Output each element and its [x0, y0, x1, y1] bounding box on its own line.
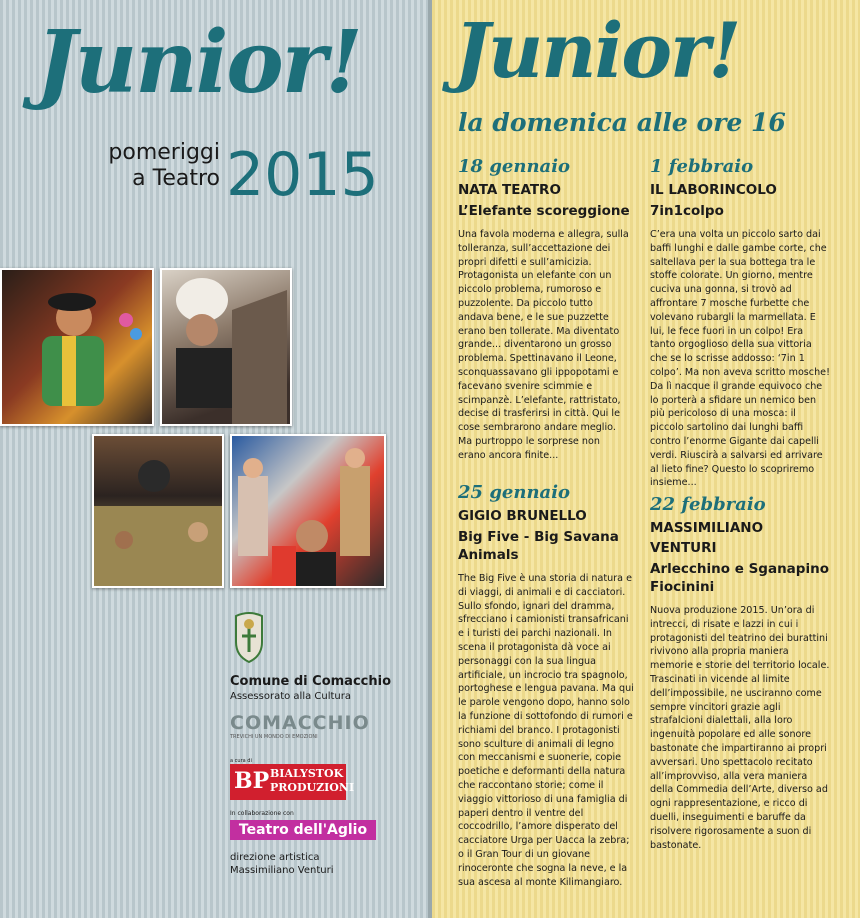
photo-stage-shape	[94, 436, 222, 586]
event-card	[458, 482, 634, 889]
photo-turban-puppeteer	[160, 268, 292, 426]
photo-puppet-stage	[92, 434, 224, 588]
event-show: Arlecchino e Sganapino Fiocinini	[650, 561, 829, 595]
direzione-name: Massimiliano Venturi	[230, 865, 334, 876]
photo-hand-puppets-shape	[232, 436, 384, 586]
event-date: 18 gennaio	[458, 156, 571, 177]
in-collaborazione: In collaborazione con	[230, 810, 294, 817]
left-panel	[0, 0, 428, 918]
event-card	[650, 494, 832, 852]
event-show: L’Elefante scoreggione	[458, 203, 630, 219]
bialystok-logo	[230, 764, 355, 800]
comacchio-logo: COMACCHIO	[230, 712, 370, 734]
event-company: NATA TEATRO	[458, 182, 561, 198]
subtitle-line2: a Teatro	[132, 166, 220, 191]
event-card	[458, 156, 630, 463]
event-card	[650, 156, 830, 490]
event-show: 7in1colpo	[650, 203, 724, 219]
crest-icon	[230, 612, 268, 664]
teatro-aglio-logo: Teatro dell'Aglio	[230, 820, 376, 840]
bp-line2: PRODUZIONI	[270, 781, 355, 794]
junior-title-right: Junior!	[454, 6, 740, 95]
junior-title: Junior!	[36, 12, 361, 113]
schedule-subtitle: la domenica alle ore 16	[458, 108, 786, 137]
event-date: 25 gennaio	[458, 482, 571, 503]
event-company: MASSIMILIANO VENTURI	[650, 520, 764, 556]
bp-text	[270, 767, 354, 795]
comune-crest	[230, 612, 268, 664]
event-date: 22 febbraio	[650, 494, 766, 515]
event-description: The Big Five è una storia di natura e di viaggi, di animali e di cacciatori. Sullo sfondo, ignari del dramma, sfrecciano i camionisti transafricani e i turisti dei parchi nazionali. In scena il protagonista dà voce ai personaggi con la sua lingua artificiale, un incrocio tra spagnolo, portoghese e lengua pavana. Ma qui le parole vengono dopo, hanno solo la funzione di sottofondo di rumori e richiami del branco. I protagonisti sono sculture di animali di legno con meccanismi e suonerie, copie poetiche e deformanti della natura che raccontano storie; come il viaggio vittorioso di una famiglia di paperi dentro il ventre del coccodrillo, l’amore disperato del cacciatore Urga per Uacca la zebra; o il Gran Tour di un giovane rinoceronte che sogna la neve, e la sua ascesa al monte Kilimangiaro.	[458, 573, 634, 888]
subtitle-line1: pomeriggi	[108, 140, 220, 165]
a-cura-di: a cura di	[230, 758, 252, 764]
comacchio-tagline: TREVICHI UN MONDO DI EMOZIONI	[230, 734, 318, 740]
bp-mark: BP	[234, 768, 270, 794]
event-date: 1 febbraio	[650, 156, 754, 177]
assessorato: Assessorato alla Cultura	[230, 691, 351, 702]
subtitle	[60, 140, 220, 192]
comune-name: Comune di Comacchio	[230, 674, 392, 689]
bp-line1: BIALYSTOK	[270, 767, 344, 780]
event-description: Nuova produzione 2015. Un’ora di intrecci, di risate e lazzi in cui i protagonisti del teatrino dei burattini rivivono alla propria maniera memorie e storie del territorio locale. Trascinati in vicende al limite dell’impossibile, ne usciranno come sempre vincitori grazie agli strafalcioni dialettali, alla loro ingenuità popolare ed alle sonore bastonate che impartiranno ai propri avversari. Uno spettacolo recitato all’improvviso, alla vera maniera della Commedia dell’Arte, diverso ad ogni rappresentazione, e ricco di duelli, inseguimenti e baruffe da risolvere rigorosamente a suon di bastonate.	[650, 605, 830, 851]
event-company: GIGIO BRUNELLO	[458, 508, 587, 524]
event-description: Una favola moderna e allegra, sulla tolleranza, sull’accettazione dei propri difetti e sull’amicizia. Protagonista un elefante con un piccolo problema, rumoroso e puzzolente. Da piccolo tutto andava bene, e le sue puzzette erano ben tollerate. Ma diventato grande... diventarono un grosso problema. Spettinavano il Leone, sconquassavano gli ippopotami e facevano svenire scimmie e scimpanzè. L’elefante, rattristato, decise di trasferirsi in città. Qui le cose sembrarono andare meglio. Ma purtroppo le sorprese non erano ancora finite...	[458, 229, 629, 461]
photo-hand-puppets	[230, 434, 386, 588]
year: 2015	[226, 140, 379, 210]
event-company: IL LABORINCOLO	[650, 182, 777, 198]
event-description: C’era una volta un piccolo sarto dai baffi lunghi e dalle gambe corte, che saltellava per la sua bottega tra le stoffe colorate. Un giorno, mentre cuciva una gonna, si trovò ad affrontare 7 mosche furbette che volevano rubargli la marmellata. E lui, le fece fuori in un colpo! Era tanto orgoglioso della sua vittoria che se lo scrisse addosso: ‘7in 1 colpo’. Ma non aveva scritto mosche! Da lì nacque il grande equivoco che lo porterà a sfidare un nemico ben più pericoloso di una mosca: il piccolo sartolino dai lunghi baffi contro l’enorme Gigante dai capelli verdi. Riuscirà a salvarsi ed arrivare al lieto fine? Questo lo scopriremo insieme...	[650, 229, 830, 489]
photo-clown-puppeteer	[0, 268, 154, 426]
direzione-label: direzione artistica	[230, 852, 320, 863]
event-show: Big Five - Big Savana Animals	[458, 529, 619, 563]
photo-clown-shape	[2, 270, 152, 424]
photo-turban-shape	[162, 270, 290, 424]
